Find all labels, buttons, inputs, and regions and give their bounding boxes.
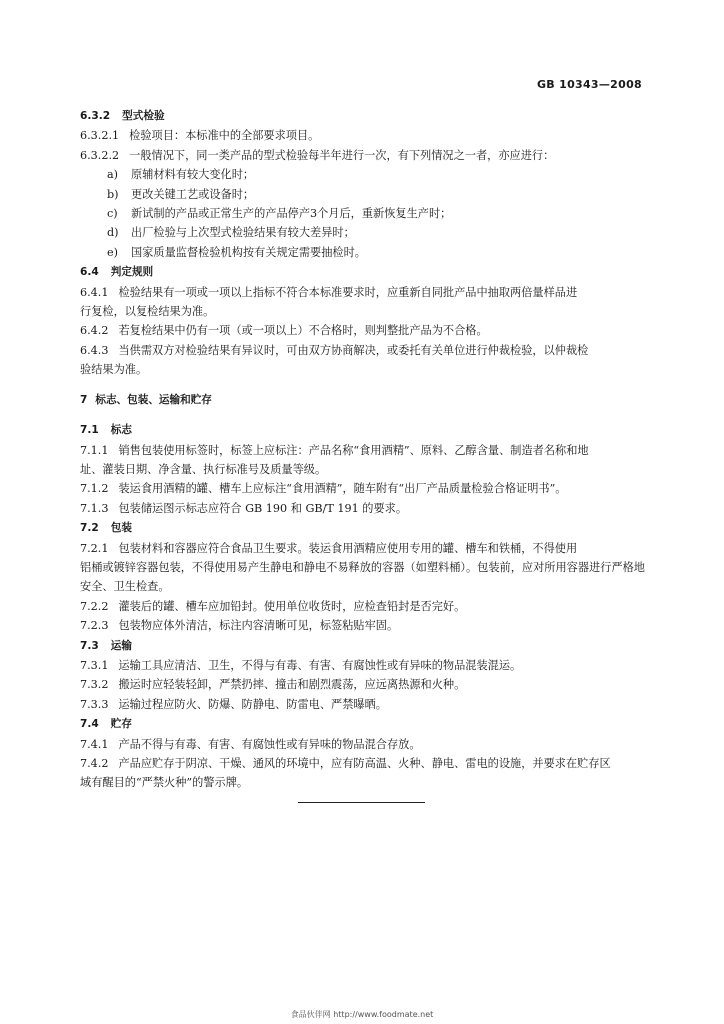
section-heading bbox=[80, 636, 645, 656]
clause-text: 装运食用酒精的罐、槽车上应标注“食用酒精”，随车附有“出厂产品质量检验合格证明书”。 bbox=[118, 482, 567, 496]
clause bbox=[80, 126, 645, 145]
section-heading bbox=[80, 714, 645, 734]
clause-text: 销售包装使用标签时，标签上应标注：产品名称“食用酒精”、原料、乙醇含量、制造者名称和地 bbox=[118, 443, 589, 457]
clause-continuation: 验结果为准。 bbox=[80, 363, 148, 377]
clause bbox=[80, 695, 645, 714]
section-heading bbox=[80, 262, 645, 282]
clause-continuation: 铝桶或镀锌容器包装，不得使用易产生静电和静电不易释放的容器（如塑料桶）。包装前，应对所用容器进行严格地安全、卫生检查。 bbox=[80, 560, 645, 594]
clause bbox=[80, 616, 645, 635]
end-divider bbox=[298, 802, 425, 803]
clause bbox=[80, 499, 645, 518]
clause-number: 7.2 bbox=[80, 522, 99, 535]
list-item bbox=[80, 204, 645, 223]
clause-text: 新试制的产品或正常生产的产品停产3个月后，重新恢复生产时； bbox=[131, 207, 452, 221]
clause bbox=[80, 479, 645, 498]
clause-text: 更改关键工艺或设备时； bbox=[131, 187, 255, 201]
clause-number: 6.4.2 bbox=[80, 324, 109, 338]
clause bbox=[80, 656, 645, 675]
clause-number: a) bbox=[107, 168, 119, 182]
clause-number: 6.3.2.1 bbox=[80, 129, 120, 143]
clause-continuation: 行复检，以复检结果为准。 bbox=[80, 305, 215, 319]
clause-number: 6.4.3 bbox=[80, 343, 109, 357]
clause bbox=[80, 283, 645, 302]
clause-number: 6.3.2.2 bbox=[80, 148, 120, 162]
clause-text: 型式检验 bbox=[122, 110, 165, 122]
clause-text: 包装材料和容器应符合食品卫生要求。装运食用酒精应使用专用的罐、槽车和铁桶，不得使用 bbox=[118, 541, 578, 555]
clause-text: 产品应贮存于阴凉、干燥、通风的环境中，应有防高温、火种、静电、雷电的设施，并要求在贮存区 bbox=[118, 757, 611, 770]
clause-number: 7.4.2 bbox=[80, 757, 109, 770]
clause-number: 6.3.2 bbox=[80, 110, 111, 122]
clause-text: 包装储运图示标志应符合 GB 190 和 GB/T 191 的要求。 bbox=[118, 501, 408, 515]
clause-text: 检验项目：本标准中的全部要求项目。 bbox=[129, 129, 320, 143]
document-body bbox=[80, 106, 645, 793]
clause-number: 6.4 bbox=[80, 266, 99, 279]
clause-text: 包装物应体外清洁，标注内容清晰可见，标签粘贴牢固。 bbox=[118, 619, 399, 633]
clause-number: 7.4 bbox=[80, 718, 99, 731]
clause-text: 标志 bbox=[110, 424, 132, 437]
clause-number: 7.1.1 bbox=[80, 443, 109, 457]
clause-text: 包装 bbox=[110, 522, 132, 535]
list-item bbox=[80, 185, 645, 204]
list-item bbox=[80, 243, 645, 262]
section-heading bbox=[80, 518, 645, 538]
clause-text: 运输 bbox=[110, 639, 132, 652]
clause-continuation: 域有醒目的“严禁火种”的警示牌。 bbox=[80, 776, 249, 790]
clause-text: 灌装后的罐、槽车应加铅封。使用单位收货时，应检查铅封是否完好。 bbox=[118, 599, 466, 613]
clause-text: 国家质量监督检验机构按有关规定需要抽检时。 bbox=[131, 245, 366, 259]
clause-text: 检验结果有一项或一项以上指标不符合本标准要求时，应重新自同批产品中抽取两倍量样品进 bbox=[118, 285, 578, 299]
clause-number: 6.4.1 bbox=[80, 285, 109, 299]
clause-number: 7 bbox=[80, 393, 88, 406]
section-heading bbox=[80, 106, 645, 126]
clause-number: e) bbox=[107, 245, 118, 259]
clause-number: 7.1.3 bbox=[80, 501, 109, 515]
clause-text: 若复检结果中仍有一项（或一项以上）不合格时，则判整批产品为不合格。 bbox=[118, 324, 488, 338]
clause-text: 运输工具应清洁、卫生，不得与有毒、有害、有腐蚀性或有异味的物品混装混运。 bbox=[118, 658, 522, 672]
clause-number: 7.4.1 bbox=[80, 737, 109, 751]
clause-text: 当供需双方对检验结果有异议时，可由双方协商解决，或委托有关单位进行仲裁检验，以仲裁检 bbox=[118, 343, 589, 357]
clause-number: c) bbox=[107, 207, 118, 221]
clause-text: 搬运时应轻装轻卸，严禁扔摔、撞击和剧烈震荡，应远离热源和火种。 bbox=[118, 678, 466, 692]
clause-number: 7.2.3 bbox=[80, 619, 109, 633]
clause-text: 贮存 bbox=[110, 718, 132, 731]
list-item bbox=[80, 165, 645, 184]
clause bbox=[80, 539, 645, 558]
clause bbox=[80, 735, 645, 754]
standard-code: GB 10343—2008 bbox=[536, 78, 642, 91]
clause-text: 原辅材料有较大变化时； bbox=[131, 168, 255, 182]
clause-text: 判定规则 bbox=[110, 266, 154, 279]
clause-number: 7.3 bbox=[80, 639, 99, 652]
clause-text: 出厂检验与上次型式检验结果有较大差异时； bbox=[131, 226, 355, 240]
clause-text: 标志、包装、运输和贮存 bbox=[95, 393, 212, 406]
clause-continuation: 址、灌装日期、净含量、执行标准号及质量等级。 bbox=[80, 462, 327, 476]
clause bbox=[80, 341, 645, 360]
section-heading bbox=[80, 390, 645, 410]
footer-watermark: 食品伙伴网 http://www.foodmate.net bbox=[290, 1010, 434, 1019]
clause-number: 7.3.2 bbox=[80, 678, 109, 692]
clause-number: b) bbox=[107, 187, 119, 201]
clause bbox=[80, 754, 645, 773]
clause-number: 7.3.3 bbox=[80, 697, 109, 711]
clause-number: 7.1.2 bbox=[80, 482, 109, 496]
clause bbox=[80, 441, 645, 460]
clause bbox=[80, 146, 645, 165]
clause-number: 7.2.2 bbox=[80, 599, 109, 613]
clause-number: d) bbox=[107, 226, 119, 240]
clause-text: 产品不得与有毒、有害、有腐蚀性或有异味的物品混合存放。 bbox=[118, 737, 421, 751]
clause-number: 7.3.1 bbox=[80, 658, 109, 672]
clause-number: 7.2.1 bbox=[80, 541, 109, 555]
clause-text: 一般情况下，同一类产品的型式检验每半年进行一次，有下列情况之一者，亦应进行： bbox=[129, 148, 555, 162]
list-item bbox=[80, 223, 645, 242]
clause-text: 运输过程应防火、防爆、防静电、防雷电、严禁曝晒。 bbox=[118, 697, 387, 711]
clause bbox=[80, 321, 645, 340]
clause bbox=[80, 675, 645, 694]
section-heading bbox=[80, 420, 645, 440]
clause bbox=[80, 597, 645, 616]
clause-number: 7.1 bbox=[80, 424, 99, 437]
